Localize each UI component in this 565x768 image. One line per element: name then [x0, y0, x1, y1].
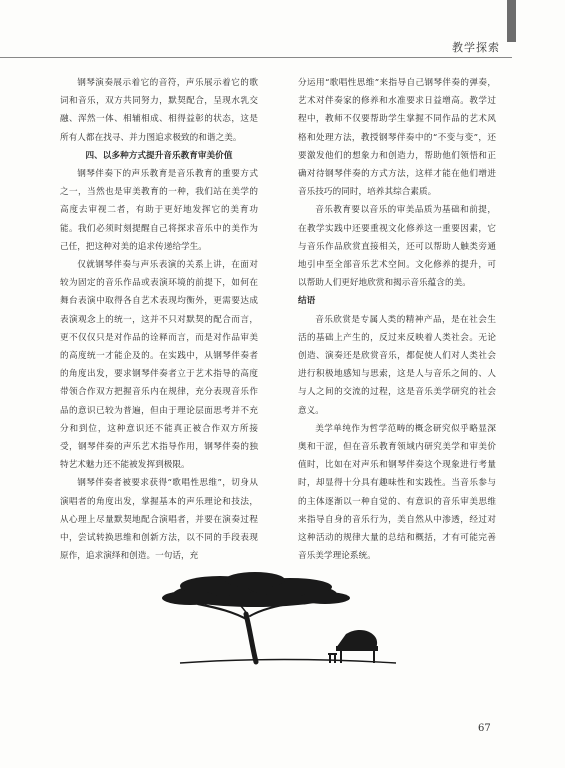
- left-paragraph-4: 钢琴伴奏者被要求获得“歌唱性思维”，切身从演唱者的角度出发，掌握基本的声乐理论和技法，从心理上尽量默契地配合演唱者，并要在演奏过程中，尝试转换思维和创新方法，以不同的手段表现原作，追求演绎和创造。一句话，充: [60, 478, 258, 562]
- left-paragraph-2: 钢琴伴奏下的声乐教育是音乐教育的重要方式之一，当然也是审美教育的一种，我们站在美学的高度去审视二者，有助于更好地发挥它的美育功能。我们必须时刻提醒自己将探求音乐中的美作为己任，把这种对美的追求传递给学生。: [60, 169, 258, 252]
- right-paragraph-4: 美学单纯作为哲学范畴的概念研究似乎略显深奥和干涩，但在音乐教育领域内研究美学和审美价值时，比如在对声乐和钢琴伴奏这个现象进行考量时，却显得十分具有趣味性和实践性。当音乐参与的主体逐渐以一种自觉的、有意识的音乐审美思维来指导自身的音乐行为，美自然从中渗透，经过对这种活动的规律大量的总结和概括，才有可能完善音乐美学理论系统。: [298, 423, 496, 562]
- conclusion-heading: 结语: [298, 296, 316, 307]
- ground-line: [180, 660, 396, 664]
- tree-and-piano-illustration: [160, 568, 408, 668]
- section-label: 教学探索: [452, 41, 500, 54]
- tree-canopy: [162, 572, 350, 607]
- right-paragraph-2: 音乐教育要以音乐的审美品质为基础和前提，在教学实践中还要重视文化修养这一重要因素，它与音乐作品欣赏直接相关，还可以帮助人触类旁通地引申至全部音乐艺术空间。文化修养的提升，可以帮助人们更好地欣赏和揭示音乐蕴含的美。: [298, 205, 496, 289]
- left-paragraph-3: 仅就钢琴伴奏与声乐表演的关系上讲，在面对较为固定的音乐作品或表演环境的前提下，如何在舞台表演中取得各自艺术表现均衡外，更需要达成表演观念上的统一，这并不只对默契的配合而言，更不仅仅只是对作品的诠释而言，而是对作品审美的高度统一才能企及的。在实践中，从钢琴伴奏者的角度出发，要求钢琴伴奏者立于艺术指导的高度带领合作双方把握音乐内在规律，充分表现音乐作品的意识已较为普遍，但由于理论层面思考并不充分和到位，这种意识还不能真正被合作双方所接受，钢琴伴奏的声乐艺术指导作用，钢琴伴奏的独特艺术魅力还不能被发挥到极限。: [60, 260, 258, 471]
- right-paragraph-3: 音乐欣赏是专属人类的精神产品，是在社会生活的基础上产生的，反过来反映着人类社会。无论创造、演奏还是欣赏音乐，都促使人们对人类社会进行积极地感知与思索，这是人与音乐之间的、人与人之间的交流的过程，这是音乐美学研究的社会意义。: [298, 314, 496, 416]
- header-tab-bar: [507, 0, 516, 42]
- header-rule: [0, 57, 512, 58]
- right-paragraph-1: 分运用“歌唱性思维”来指导自己钢琴伴奏的弹奏，艺术对伴奏家的修养和水准要求日益增高。教学过程中，教师不仅要帮助学生掌握不同作品的艺术风格和处理方法，教授钢琴伴奏中的“不变与变”，还要激发他们的想象力和创造力，帮助他们领悟和正确对待钢琴伴奏的方式方法，这样才能在他们增进音乐技巧的同时，培养其综合素质。: [298, 78, 496, 198]
- left-column: [60, 74, 258, 565]
- section-heading-4: 四、以多种方式提升音乐教育审美价值: [85, 150, 233, 161]
- right-column: [298, 74, 496, 565]
- page-number: 67: [478, 723, 491, 734]
- left-paragraph-1: 钢琴演奏展示着它的音符，声乐展示着它的歌词和音乐，双方共同努力，默契配合，呈现水乳交融、浑然一体、相辅相成、相得益彰的状态，这是所有人都在找寻、并力图追求极致的和谐之美。: [60, 78, 258, 143]
- grand-piano-icon: [328, 630, 378, 663]
